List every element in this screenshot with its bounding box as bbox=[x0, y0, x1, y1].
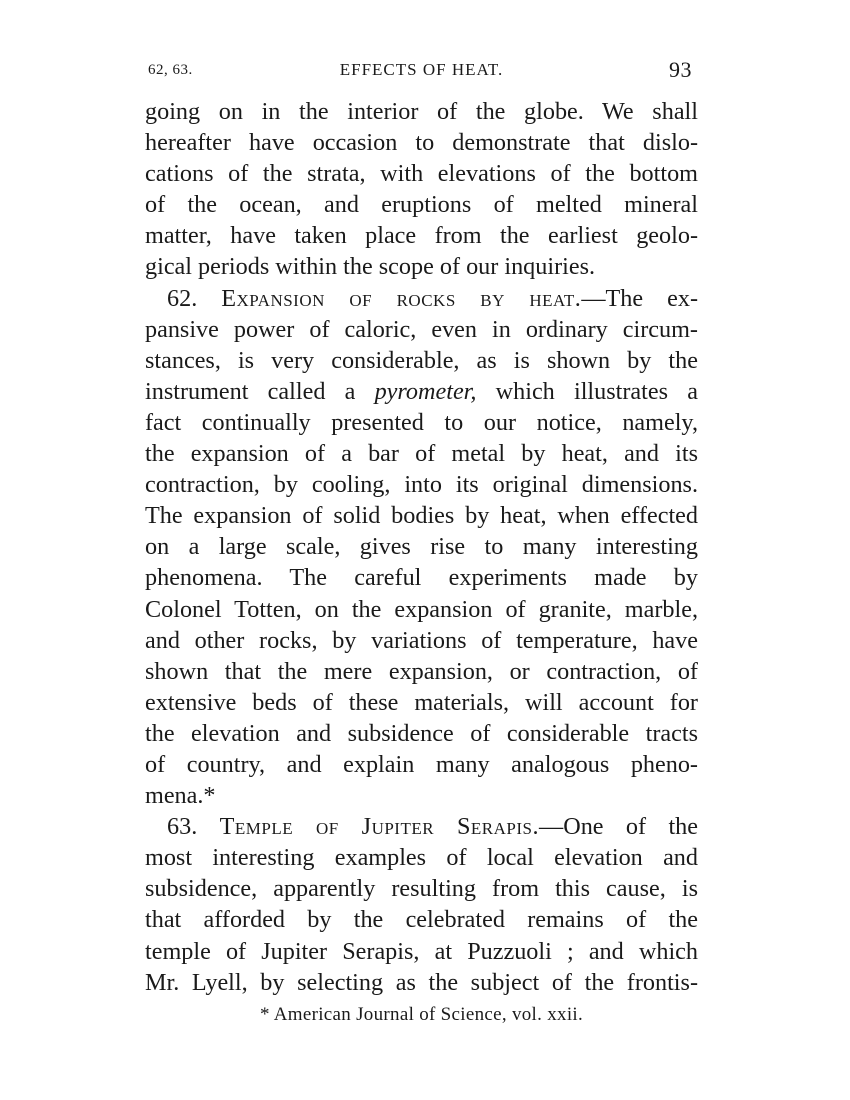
section-heading-line bbox=[145, 811, 698, 842]
text-line: Mr. Lyell, by selecting as the subject of the frontis- bbox=[145, 968, 698, 996]
text-line: contraction, by cooling, into its original dimensions. bbox=[145, 471, 698, 499]
text-line: the elevation and subsidence of considerable tracts bbox=[145, 719, 698, 747]
text-line: extensive beds of these materials, will account for bbox=[145, 688, 698, 716]
text-line: on a large scale, gives rise to many interesting bbox=[145, 533, 698, 561]
section-heading-line bbox=[145, 283, 698, 314]
text-line: of country, and explain many analogous pheno- bbox=[145, 750, 698, 778]
section-heading: Expansion of rocks by heat. bbox=[221, 284, 582, 312]
text-line: Colonel Totten, on the expansion of granite, marble, bbox=[145, 595, 698, 623]
text-fragment: —The ex- bbox=[581, 284, 699, 312]
section-heading: Temple of Jupiter Serapis. bbox=[219, 813, 540, 841]
text-line: stances, is very considerable, as is shown by the bbox=[145, 346, 698, 374]
text-line: hereafter have occasion to demonstrate that dislo- bbox=[145, 129, 698, 157]
text-line: fact continually presented to our notice, namely, bbox=[145, 408, 698, 436]
text-line: gical periods within the scope of our inquiries. bbox=[145, 253, 596, 281]
text-line: mena.* bbox=[145, 782, 216, 810]
header-title: EFFECTS OF HEAT. bbox=[339, 60, 504, 79]
running-header bbox=[145, 52, 698, 90]
text-line bbox=[145, 376, 698, 407]
text-line: matter, have taken place from the earliest geolo- bbox=[145, 222, 698, 250]
text-line: of the ocean, and eruptions of melted mineral bbox=[145, 191, 698, 219]
text-line: temple of Jupiter Serapis, at Puzzuoli ; and which bbox=[145, 937, 698, 965]
text-line: the expansion of a bar of metal by heat, and its bbox=[145, 440, 698, 468]
section-number: 62. bbox=[167, 284, 198, 312]
paragraph-62 bbox=[145, 283, 698, 812]
text-line: The expansion of solid bodies by heat, when effected bbox=[145, 502, 698, 530]
text-line: cations of the strata, with elevations of the bottom bbox=[145, 160, 698, 188]
text-fragment: —One of the bbox=[539, 813, 699, 841]
text-fragment: instrument called a bbox=[145, 377, 375, 405]
text-line: subsidence, apparently resulting from this cause, is bbox=[145, 875, 698, 903]
page-number: 93 bbox=[669, 57, 692, 82]
italic-term: pyrometer, bbox=[374, 377, 477, 405]
text-line: shown that the mere expansion, or contraction, of bbox=[145, 657, 698, 685]
body-text bbox=[145, 96, 698, 998]
paragraph-63 bbox=[145, 811, 698, 998]
book-page bbox=[145, 52, 698, 1028]
footnote: * American Journal of Science, vol. xxii. bbox=[259, 1003, 584, 1025]
text-line: and other rocks, by variations of temperature, have bbox=[145, 626, 698, 654]
text-line: phenomena. The careful experiments made by bbox=[145, 564, 698, 592]
text-fragment: which illustrates a bbox=[476, 377, 698, 405]
section-number: 63. bbox=[167, 813, 198, 841]
text-line: that afforded by the celebrated remains of the bbox=[145, 906, 698, 934]
text-line: pansive power of caloric, even in ordinary circum- bbox=[145, 315, 698, 343]
text-line: most interesting examples of local elevation and bbox=[145, 844, 698, 872]
header-section-numbers: 62, 63. bbox=[148, 62, 193, 78]
text-line: going on in the interior of the globe. We shall bbox=[145, 98, 698, 125]
paragraph-continued bbox=[145, 96, 698, 283]
